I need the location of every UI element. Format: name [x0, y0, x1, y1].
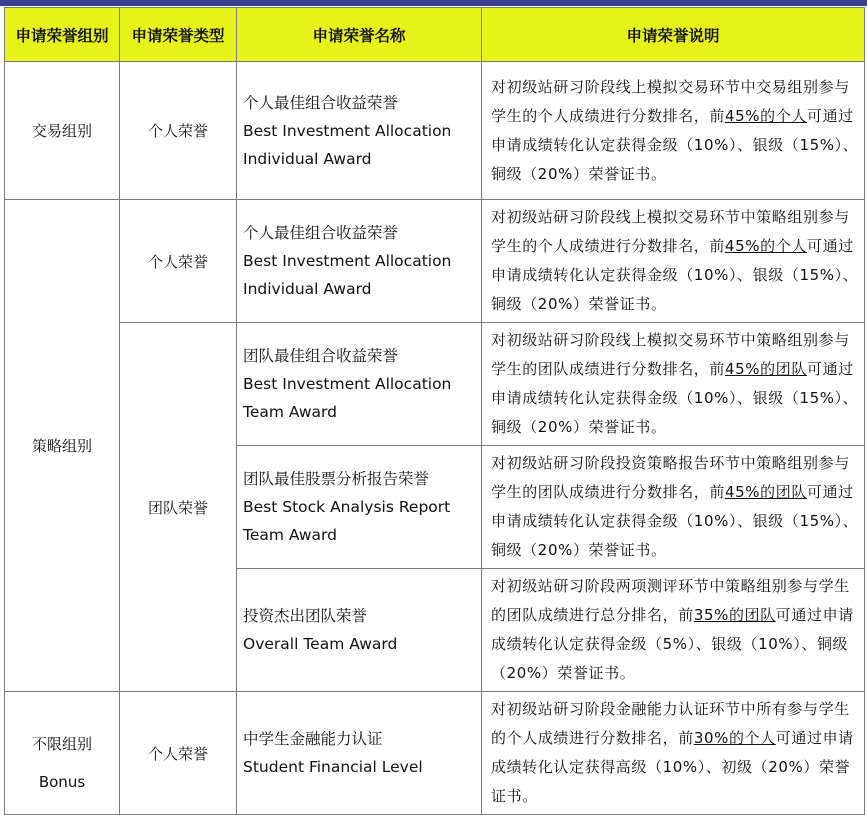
honor-name-cn: 个人最佳组合收益荣誉 [243, 93, 399, 112]
description-text: 对初级站研习阶段两项测评环节中策略组别参与学生的团队成绩进行总分排名，前 [491, 577, 850, 624]
honor-name-cn: 中学生金融能力认证 [243, 730, 383, 748]
group-cell-trade: 交易组别 [5, 62, 120, 200]
description-text: 对初级站研习阶段线上模拟交易环节中交易组别参与学生的个人成绩进行分数排名，前 [491, 77, 850, 125]
description-text: 可通过申请成绩转化认定获得金级（10%）、银级（15%）、铜级（20%）荣誉证书。 [491, 360, 859, 436]
header-description: 申请荣誉说明 [482, 8, 865, 62]
honor-description-cell [482, 62, 865, 200]
description-text: 可通过申请成绩转化认定获得金级（10%）、银级（15%）、铜级（20%）荣誉证书。 [491, 237, 859, 313]
honor-name-en: Individual Award [243, 280, 372, 298]
group-cell-strategy: 策略组别 [5, 200, 120, 692]
honor-name-cn: 团队最佳组合收益荣誉 [243, 347, 399, 365]
description-text: 可通过申请成绩转化认定获得金级（10%）、银级（15%）、铜级（20%）荣誉证书。 [491, 106, 859, 183]
type-cell: 个人荣誉 [120, 62, 237, 200]
description-highlight: 45%的个人 [725, 237, 807, 255]
description-highlight: 45%的团队 [725, 360, 807, 378]
honor-name-en: Individual Award [243, 149, 372, 168]
honor-name-cell [237, 200, 482, 323]
description-text: 对初级站研习阶段金融能力认证环节中所有参与学生的个人成绩进行分数排名，前 [491, 700, 850, 747]
type-cell: 团队荣誉 [120, 323, 237, 692]
description-text: 对初级站研习阶段线上模拟交易环节中策略组别参与学生的团队成绩进行分数排名，前 [491, 331, 850, 378]
honor-name-en: Best Stock Analysis Report [243, 498, 451, 516]
honor-name-cn: 个人最佳组合收益荣誉 [243, 224, 399, 242]
group-label-en: Bonus [38, 773, 86, 791]
honor-table [4, 7, 865, 815]
top-accent-bar [0, 0, 867, 6]
honor-name-cn: 团队最佳股票分析报告荣誉 [243, 470, 430, 488]
honor-name-en: Team Award [243, 526, 337, 544]
description-text: 可通过申请成绩转化认定获得金级（10%）、银级（15%）、铜级（20%）荣誉证书。 [491, 483, 859, 559]
honor-name-cn: 投资杰出团队荣誉 [243, 607, 368, 625]
honor-name-en: Best Investment Allocation [243, 121, 452, 140]
group-cell-unlimited [5, 692, 120, 815]
honor-name-en: Overall Team Award [243, 635, 398, 653]
type-cell: 个人荣誉 [120, 200, 237, 323]
table-row [5, 692, 865, 815]
honor-name-en: Best Investment Allocation [243, 375, 452, 393]
description-text: 对初级站研习阶段线上模拟交易环节中策略组别参与学生的个人成绩进行分数排名，前 [491, 208, 850, 255]
header-type: 申请荣誉类型 [120, 8, 237, 62]
table-row [5, 200, 865, 323]
description-highlight: 45%的团队 [725, 483, 807, 501]
description-text: 可通过申请成绩转化认定获得高级（10%）、初级（20%）荣誉证书。 [491, 729, 854, 805]
honor-description-cell [482, 569, 865, 692]
header-group: 申请荣誉组别 [5, 8, 120, 62]
description-text: 可通过申请成绩转化认定获得金级（5%）、银级（10%）、铜级（20%）荣誉证书。 [491, 606, 854, 682]
description-highlight: 35%的团队 [693, 606, 776, 624]
group-label-cn: 不限组别 [31, 735, 92, 753]
description-highlight: 45%的个人 [725, 106, 807, 125]
description-text: 对初级站研习阶段投资策略报告环节中策略组别参与学生的团队成绩进行分数排名，前 [491, 454, 850, 501]
honor-name-en: Student Financial Level [243, 758, 423, 776]
honor-description-cell [482, 692, 865, 815]
header-row [5, 8, 865, 62]
honor-description-cell [482, 446, 865, 569]
table-row [5, 323, 865, 446]
honor-name-en: Team Award [243, 403, 337, 421]
honor-description-cell [482, 200, 865, 323]
table-row [5, 62, 865, 200]
honor-name-cell [237, 62, 482, 200]
description-highlight: 30%的个人 [693, 729, 776, 747]
honor-name-cell [237, 692, 482, 815]
honor-name-en: Best Investment Allocation [243, 252, 452, 270]
honor-name-cell [237, 323, 482, 446]
header-name: 申请荣誉名称 [237, 8, 482, 62]
honor-name-cell [237, 446, 482, 569]
honor-description-cell [482, 323, 865, 446]
type-cell: 个人荣誉 [120, 692, 237, 815]
honor-name-cell [237, 569, 482, 692]
